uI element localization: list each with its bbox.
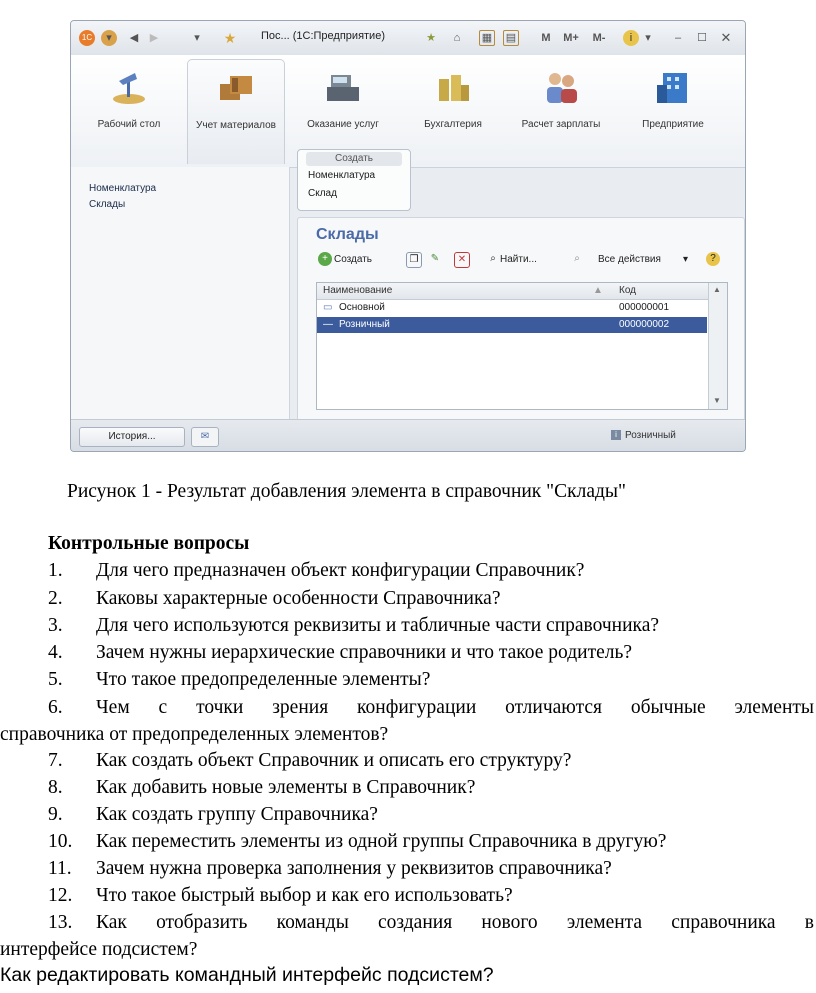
section-label: Расчет зарплаты — [521, 119, 601, 130]
figure-caption: Рисунок 1 - Результат добавления элемента в справочник "Склады" — [67, 481, 626, 502]
app-window-screenshot — [70, 20, 746, 452]
section-label: Предприятие — [642, 119, 704, 130]
question-number: 8. — [48, 777, 63, 798]
trailing-question: Как редактировать командный интерфейс подсистем? — [0, 964, 494, 986]
question-text: Как переместить элементы из одной группы Справочника в другую? — [96, 831, 667, 852]
section-heading: Контрольные вопросы — [48, 533, 250, 554]
close-icon[interactable]: ✕ — [720, 30, 732, 45]
create-button[interactable]: Создать — [334, 254, 373, 265]
question-number: 13. — [48, 912, 73, 933]
question-text-line1 — [96, 697, 814, 719]
section-materials[interactable] — [187, 59, 285, 164]
maximize-icon[interactable]: ☐ — [697, 32, 707, 44]
people-icon — [541, 67, 581, 107]
status-bar — [71, 419, 745, 452]
menu-icon[interactable]: ▾ — [101, 30, 117, 46]
add-favorite-icon[interactable]: ★ — [426, 32, 436, 44]
question-number: 5. — [48, 669, 63, 690]
question-text: Как создать группу Справочника? — [96, 804, 378, 825]
calculator-icon[interactable]: ▦ — [479, 30, 495, 46]
scroll-up-icon[interactable]: ▲ — [713, 285, 721, 294]
all-actions-dropdown-icon[interactable]: ▾ — [683, 254, 689, 265]
copy-icon[interactable]: ❐ — [406, 252, 422, 268]
question-text: Для чего предназначен объект конфигурации Справочник? — [96, 560, 585, 581]
section-desktop[interactable] — [81, 59, 177, 163]
question-number: 12. — [48, 885, 73, 906]
window-title: Пос... (1С:Предприятие) — [261, 30, 385, 42]
help-icon[interactable]: ? — [706, 252, 720, 266]
question-text: Как отобразить команды создания нового элемента справочника в — [96, 912, 814, 933]
question-text: Как добавить новые элементы в Справочник? — [96, 777, 476, 798]
info-dropdown-icon[interactable]: ▾ — [645, 32, 651, 44]
building-icon — [653, 67, 693, 107]
element-icon: — — [323, 319, 333, 330]
question-number: 10. — [48, 831, 73, 852]
sort-indicator-icon: ▲ — [593, 285, 603, 296]
row-code: 000000001 — [619, 302, 670, 313]
row-name: Розничный — [339, 319, 390, 330]
create-nomenclature-link[interactable]: Номенклатура — [308, 170, 376, 181]
history-button[interactable]: История... — [79, 427, 185, 447]
warehouses-table — [316, 282, 728, 410]
question-number: 2. — [48, 588, 63, 609]
create-plus-icon: + — [318, 252, 332, 266]
find-magnifier-icon: ⌕ — [490, 253, 496, 264]
cancel-search-icon[interactable]: ⌕ — [574, 253, 580, 264]
row-name: Основной — [339, 302, 385, 313]
question-text: Что такое быстрый выбор и как его использовать? — [96, 885, 513, 906]
desk-lamp-icon — [109, 67, 149, 107]
calendar-icon[interactable]: ▤ — [503, 30, 519, 46]
memory-mminus-button[interactable]: M- — [592, 32, 606, 44]
question-text: Как создать объект Справочник и описать его структуру? — [96, 750, 572, 771]
question-text-line2: справочника от предопределенных элементов? — [0, 724, 389, 745]
back-arrow-icon[interactable]: ◀ — [129, 32, 139, 44]
create-actions-header: Создать — [306, 152, 402, 166]
cash-register-icon — [323, 67, 363, 107]
section-label: Учет материалов — [196, 120, 276, 131]
form-title: Склады — [316, 226, 379, 243]
all-actions-menu[interactable]: Все действия — [598, 254, 661, 265]
question-text: Зачем нужна проверка заполнения у реквизитов справочника? — [96, 858, 612, 879]
question-number: 6. — [48, 697, 63, 718]
question-text-line2: интерфейсе подсистем? — [0, 939, 198, 960]
question-text: Чем с точки зрения конфигурации отличаются обычные элементы — [96, 697, 814, 718]
question-number: 4. — [48, 642, 63, 663]
column-header-name[interactable]: Наименование — [323, 285, 393, 296]
nav-item-nomenclature[interactable]: Номенклатура — [89, 183, 157, 194]
memory-mplus-button[interactable]: M+ — [563, 32, 579, 44]
edit-pencil-icon[interactable]: ✎ — [430, 253, 440, 264]
question-number: 3. — [48, 615, 63, 636]
memory-m-button[interactable]: M — [541, 32, 551, 44]
find-button[interactable]: Найти... — [500, 254, 537, 265]
question-number: 9. — [48, 804, 63, 825]
home-icon[interactable]: ⌂ — [453, 32, 461, 44]
nav-item-warehouses[interactable]: Склады — [89, 199, 126, 210]
messages-icon[interactable]: ✉ — [191, 427, 219, 447]
question-text-line1 — [96, 912, 814, 934]
warehouses-list-form — [297, 217, 745, 421]
form-toolbar — [318, 252, 728, 270]
section-accounting[interactable] — [405, 59, 501, 163]
section-services[interactable] — [295, 59, 391, 163]
table-row-selected[interactable] — [317, 317, 707, 333]
forward-arrow-icon[interactable]: ▶ — [149, 32, 159, 44]
boxes-icon — [216, 68, 256, 108]
section-enterprise[interactable] — [625, 59, 721, 163]
favorites-star-icon[interactable]: ★ — [223, 30, 237, 46]
info-icon[interactable]: i — [623, 30, 639, 46]
coins-icon — [433, 67, 473, 107]
table-row[interactable] — [317, 300, 707, 316]
section-label: Оказание услуг — [307, 119, 379, 130]
question-number: 1. — [48, 560, 63, 581]
section-label: Рабочий стол — [97, 119, 161, 130]
create-actions-panel — [297, 149, 411, 211]
table-scrollbar[interactable] — [708, 283, 727, 409]
question-text: Для чего используются реквизиты и табличные части справочника? — [96, 615, 660, 636]
status-text: Розничный — [625, 430, 676, 441]
table-header — [317, 283, 727, 300]
question-text: Что такое предопределенные элементы? — [96, 669, 431, 690]
row-code: 000000002 — [619, 317, 669, 333]
app-logo-icon[interactable]: 1C — [79, 30, 95, 46]
scroll-down-icon[interactable]: ▼ — [713, 396, 721, 405]
question-text: Зачем нужны иерархические справочники и что такое родитель? — [96, 642, 633, 663]
title-bar — [71, 21, 745, 56]
section-payroll[interactable] — [513, 59, 609, 163]
element-icon: ▭ — [323, 302, 333, 313]
navigation-panel — [71, 167, 290, 419]
minimize-icon[interactable]: – — [674, 32, 682, 44]
info-small-icon: i — [611, 430, 621, 440]
delete-mark-icon[interactable]: ✕ — [454, 252, 470, 268]
question-number: 7. — [48, 750, 63, 771]
history-dropdown-icon[interactable]: ▾ — [194, 32, 200, 44]
question-text: Каковы характерные особенности Справочника? — [96, 588, 501, 609]
column-header-code[interactable]: Код — [619, 285, 637, 296]
section-label: Бухгалтерия — [424, 119, 482, 130]
question-number: 11. — [48, 858, 72, 879]
create-warehouse-link[interactable]: Склад — [308, 188, 337, 199]
